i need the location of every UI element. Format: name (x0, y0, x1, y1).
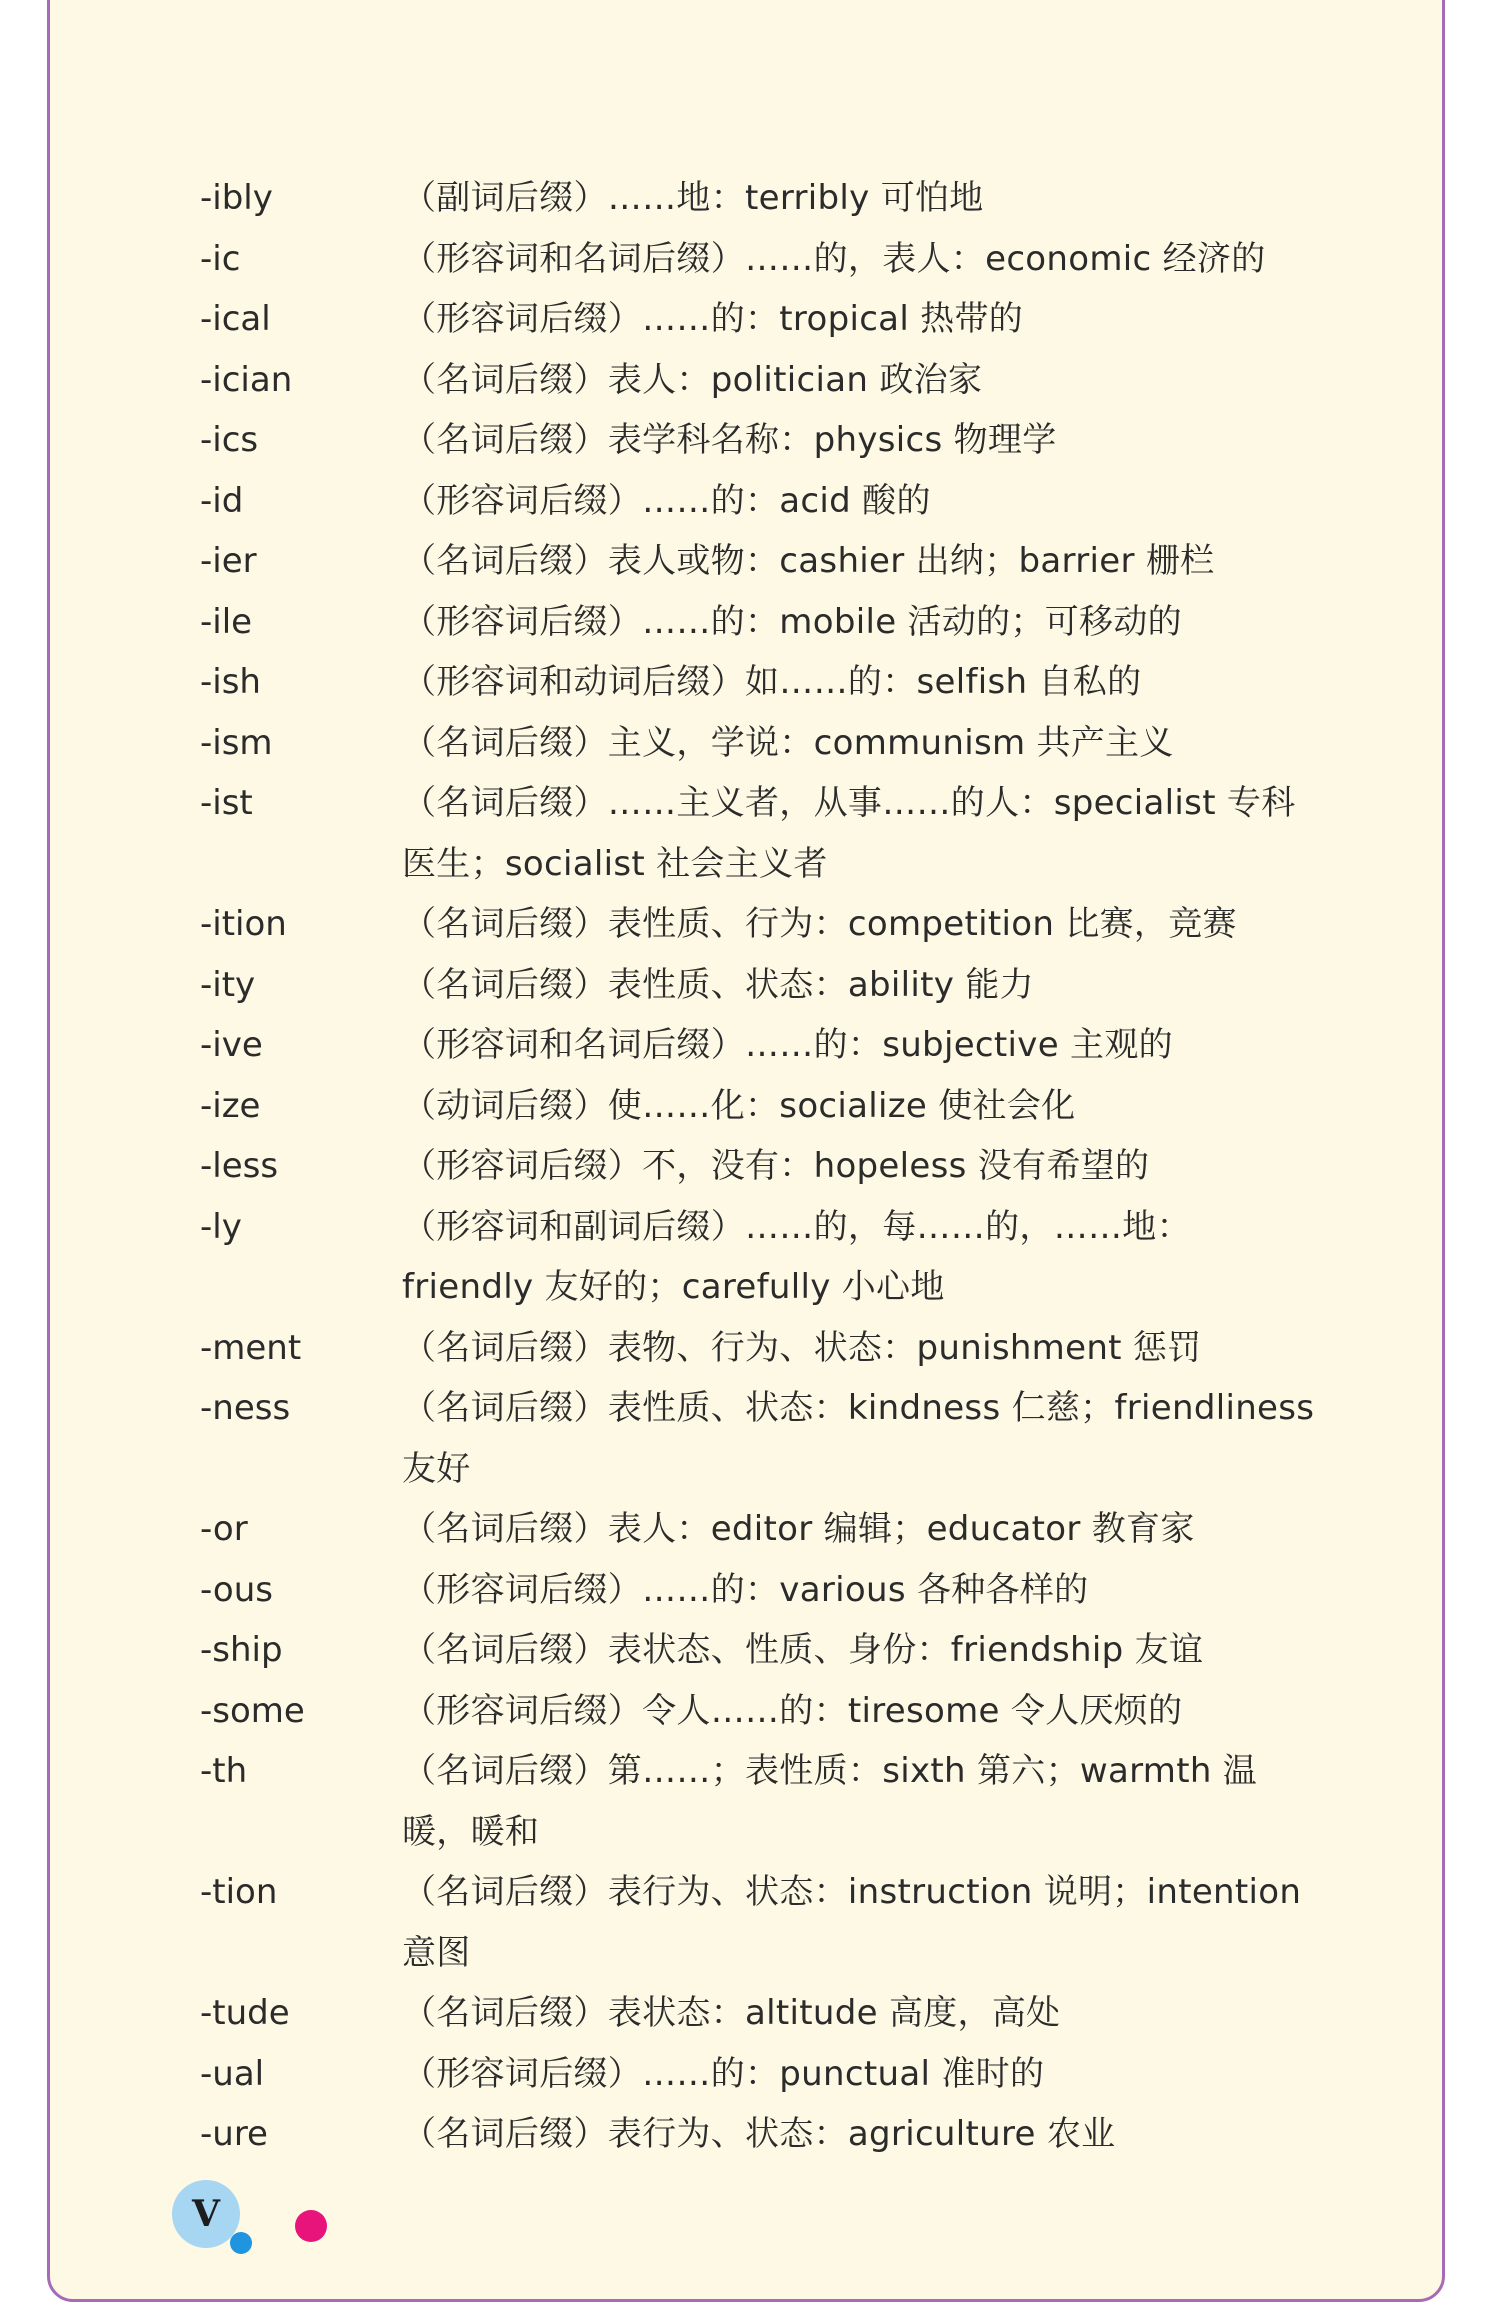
suffix-definition: （名词后缀）表物、行为、状态：punishment 惩罚 (402, 1327, 1202, 1368)
suffix-term: -ity (200, 964, 256, 1005)
suffix-definition: （名词后缀）表性质、状态：kindness 仁慈；friendliness 友好 (402, 1388, 1315, 1489)
suffix-definition: （形容词后缀）……的：tropical 热带的 (402, 299, 1024, 339)
suffix-entry (200, 410, 1320, 471)
suffix-definition: （名词后缀）表人：politician 政治家 (402, 359, 983, 400)
suffix-entry (200, 1741, 1320, 1862)
suffix-entry (200, 350, 1320, 411)
suffix-term: -ier (200, 541, 257, 581)
suffix-entry (200, 2104, 1320, 2165)
suffix-entry (200, 2044, 1320, 2105)
suffix-entry (200, 168, 1320, 229)
suffix-entry (200, 1983, 1320, 2044)
suffix-definition: （形容词和名词后缀）……的，表人：economic 经济的 (402, 238, 1266, 279)
suffix-term: -ic (200, 238, 241, 279)
suffix-term: -ship (200, 1630, 283, 1670)
suffix-entry (200, 471, 1320, 532)
suffix-term: -ics (200, 420, 259, 460)
suffix-entry (200, 229, 1320, 290)
page-number-badge (172, 2180, 240, 2248)
suffix-definition: （形容词和名词后缀）……的：subjective 主观的 (402, 1025, 1173, 1065)
suffix-term: -ive (200, 1025, 263, 1065)
suffix-definition: （副词后缀）……地：terribly 可怕地 (402, 178, 984, 218)
suffix-term: -ician (200, 359, 293, 400)
suffix-term: -ize (200, 1085, 261, 1126)
suffix-term: -ile (200, 601, 253, 642)
suffix-term: -th (200, 1751, 248, 1791)
suffix-entry (200, 1015, 1320, 1076)
suffix-term: -tude (200, 1993, 290, 2033)
suffix-entry (200, 1499, 1320, 1560)
suffix-entry (200, 531, 1320, 592)
suffix-term: -ism (200, 722, 273, 763)
suffix-term: -ual (200, 2053, 265, 2094)
suffix-entry (200, 1136, 1320, 1197)
suffix-entry (200, 1862, 1320, 1983)
suffix-term: -ness (200, 1388, 291, 1428)
suffix-term: -ibly (200, 178, 273, 218)
suffix-definition: （形容词和副词后缀）……的，每……的，……地：friendly 友好的；carefully 小心地 (402, 1206, 1191, 1307)
suffix-entry (200, 773, 1320, 894)
suffix-entry (200, 1681, 1320, 1742)
suffix-term: -or (200, 1509, 248, 1549)
suffix-definition: （形容词和动词后缀）如……的：selfish 自私的 (402, 662, 1142, 702)
decorative-blue-dot (230, 2232, 252, 2254)
suffix-definition: （名词后缀）……主义者，从事……的人：specialist 专科医生；socialist 社会主义者 (402, 783, 1296, 884)
suffix-entry (200, 1378, 1320, 1499)
suffix-entry (200, 1560, 1320, 1621)
suffix-definition: （名词后缀）表性质、状态：ability 能力 (402, 964, 1034, 1005)
suffix-term: -less (200, 1146, 279, 1186)
suffix-term: -ical (200, 299, 271, 339)
suffix-definition: （名词后缀）表行为、状态：instruction 说明；intention 意图 (402, 1872, 1302, 1973)
suffix-entry (200, 289, 1320, 350)
suffix-term: -ous (200, 1569, 273, 1610)
page-number: V (192, 2193, 220, 2235)
suffix-definition: （名词后缀）表性质、行为：competition 比赛，竞赛 (402, 904, 1237, 944)
suffix-entry (200, 652, 1320, 713)
suffix-definition: （名词后缀）表状态、性质、身份：friendship 友谊 (402, 1630, 1204, 1670)
suffix-definition: （形容词后缀）……的：punctual 准时的 (402, 2053, 1045, 2094)
suffix-term: -tion (200, 1872, 278, 1912)
suffix-term: -ment (200, 1327, 302, 1368)
suffix-definition: （形容词后缀）令人……的：tiresome 令人厌烦的 (402, 1690, 1183, 1731)
suffix-definition: （名词后缀）表学科名称：physics 物理学 (402, 420, 1057, 460)
suffix-definition: （名词后缀）表人或物：cashier 出纳；barrier 栅栏 (402, 541, 1215, 581)
suffix-term: -ist (200, 783, 253, 823)
suffix-term: -ly (200, 1206, 242, 1247)
suffix-term: -ition (200, 904, 287, 944)
suffix-entry (200, 713, 1320, 774)
suffix-entry (200, 955, 1320, 1016)
decorative-pink-dot (295, 2210, 327, 2242)
suffix-definition: （形容词后缀）不，没有：hopeless 没有希望的 (402, 1146, 1150, 1186)
suffix-definition: （名词后缀）表人：editor 编辑；educator 教育家 (402, 1509, 1195, 1549)
suffix-entry (200, 894, 1320, 955)
suffix-definition: （名词后缀）主义，学说：communism 共产主义 (402, 722, 1174, 763)
suffix-definition: （名词后缀）表行为、状态：agriculture 农业 (402, 2114, 1116, 2154)
suffix-entry (200, 1318, 1320, 1379)
suffix-term: -id (200, 480, 244, 521)
suffix-entry (200, 1076, 1320, 1137)
suffix-definition: （动词后缀）使……化：socialize 使社会化 (402, 1085, 1076, 1126)
suffix-term: -some (200, 1690, 305, 1731)
suffix-definition: （形容词后缀）……的：acid 酸的 (402, 480, 931, 521)
suffix-definition: （形容词后缀）……的：various 各种各样的 (402, 1569, 1089, 1610)
suffix-definition: （名词后缀）第……；表性质：sixth 第六；warmth 温暖，暖和 (402, 1751, 1258, 1852)
suffix-entry (200, 1620, 1320, 1681)
suffix-definition: （形容词后缀）……的：mobile 活动的；可移动的 (402, 601, 1182, 642)
suffix-term: -ish (200, 662, 261, 702)
suffix-definition: （名词后缀）表状态：altitude 高度，高处 (402, 1993, 1061, 2033)
suffix-list (200, 168, 1320, 2165)
suffix-term: -ure (200, 2114, 268, 2154)
suffix-entry (200, 592, 1320, 653)
suffix-entry (200, 1197, 1320, 1318)
